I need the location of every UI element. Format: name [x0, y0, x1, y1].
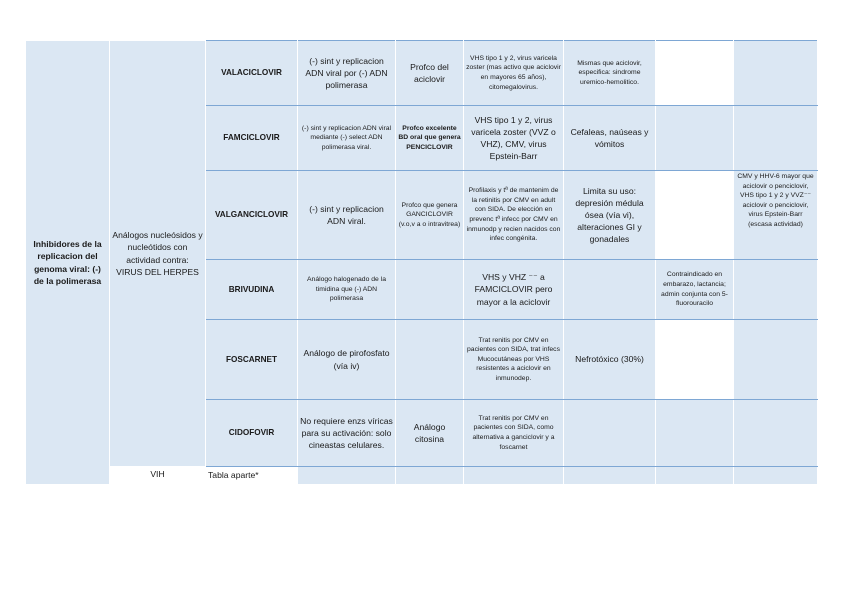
- drug-name: FOSCARNET: [206, 320, 298, 400]
- contraindications-cell: [656, 171, 734, 260]
- adverse-effects-cell: Nefrotóxico (30%): [564, 320, 656, 400]
- extra-cell: [734, 41, 818, 106]
- notes-cell: Profco que genera GANCICLOVIR (v.o,v a o intravitrea): [396, 171, 464, 260]
- notes-cell: [396, 260, 464, 320]
- indications-cell: VHS tipo 1 y 2, virus varicela zoster (VVZ o VHZ), CMV, virus Epstein-Barr: [464, 106, 564, 171]
- empty-cell: [298, 467, 396, 485]
- drug-name: VALGANCICLOVIR: [206, 171, 298, 260]
- adverse-effects-cell: [564, 400, 656, 467]
- empty-cell: [396, 467, 464, 485]
- empty-cell: [564, 467, 656, 485]
- adverse-effects-cell: Limita su uso: depresión médula ósea (vía vi), alteraciones GI y gonadales: [564, 171, 656, 260]
- indications-cell: VHS y VHZ ⁻⁻ a FAMCICLOVIR pero mayor a la aciclovir: [464, 260, 564, 320]
- mechanism-cell: Análogo de pirofosfato (vía iv): [298, 320, 396, 400]
- empty-cell: [656, 467, 734, 485]
- empty-cell: [464, 467, 564, 485]
- extra-cell: [734, 400, 818, 467]
- indications-cell: Profilaxis y tª de mantenim de la retinitis por CMV en adult con SIDA. De elección en prevenc tª infecc por CMV en inmunodp y recien nacidos con infec congénita.: [464, 171, 564, 260]
- adverse-effects-cell: Cefaleas, naúseas y vómitos: [564, 106, 656, 171]
- extra-cell: [734, 171, 818, 260]
- extra-cell-text: CMV y HHV-6 mayor que aciclovir o penciclovir, VHS tipo 1 y 2 y VVZ⁻⁻ aciclovir o penciclovir, virus Epstein-Barr (escasa actividad): [737, 173, 814, 228]
- drug-name: BRIVUDINA: [206, 260, 298, 320]
- drug-name: FAMCICLOVIR: [206, 106, 298, 171]
- contraindications-cell: [656, 400, 734, 467]
- contraindications-cell: [656, 320, 734, 400]
- contraindications-cell: [656, 106, 734, 171]
- extra-cell: [734, 106, 818, 171]
- adverse-effects-cell: Mismas que aciclovir, especifica: sindrome uremico-hemolitico.: [564, 41, 656, 106]
- drug-table-sheet: [25, 40, 818, 485]
- antiviral-table: [25, 40, 818, 485]
- mechanism-cell: No requiere enzs víricas para su activación: solo cineastas celulares.: [298, 400, 396, 467]
- group-label-cell: Inhibidores de la replicacion del genoma viral: (-) de la polimerasa: [26, 41, 110, 485]
- vih-label-cell: VIH: [110, 467, 206, 485]
- notes-cell: Profco del aciclovir: [396, 41, 464, 106]
- adverse-effects-cell: [564, 260, 656, 320]
- indications-cell: Trat renitis por CMV en pacientes con SIDA, como alternativa a ganciclovir y a foscarnet: [464, 400, 564, 467]
- extra-cell: [734, 260, 818, 320]
- mechanism-cell: (-) sint y replicacion ADN viral por (-) ADN polimerasa: [298, 41, 396, 106]
- drug-name: CIDOFOVIR: [206, 400, 298, 467]
- mechanism-cell: (-) sint y replicacion ADN viral.: [298, 171, 396, 260]
- notes-cell: [396, 320, 464, 400]
- empty-cell: [734, 467, 818, 485]
- extra-cell: [734, 320, 818, 400]
- mechanism-cell: Análogo halogenado de la timidina que (-) ADN polimerasa: [298, 260, 396, 320]
- notes-cell: Análogo citosina: [396, 400, 464, 467]
- mechanism-cell: (-) sint y replicacion ADN viral mediante (-) select ADN polimerasa viral.: [298, 106, 396, 171]
- contraindications-cell: Contraindicado en embarazo, lactancia; admin conjunta con 5-fluorouracilo: [656, 260, 734, 320]
- vih-note-cell: Tabla aparte*: [206, 467, 298, 485]
- notes-cell: Profco excelente BD oral que genera PENCICLOVIR: [396, 106, 464, 171]
- indications-cell: VHS tipo 1 y 2, virus varicela zoster (mas activo que aciclovir en mayores 65 años), citomegalovirus.: [464, 41, 564, 106]
- subgroup-label-cell: Análogos nucleósidos y nucleótidos con actividad contra: VIRUS DEL HERPES: [110, 41, 206, 467]
- contraindications-cell: [656, 41, 734, 106]
- drug-name: VALACICLOVIR: [206, 41, 298, 106]
- indications-cell: Trat renitis por CMV en pacientes con SIDA, trat infecs Mucocutáneas por VHS resistentes a aciclovir en inmunodep.: [464, 320, 564, 400]
